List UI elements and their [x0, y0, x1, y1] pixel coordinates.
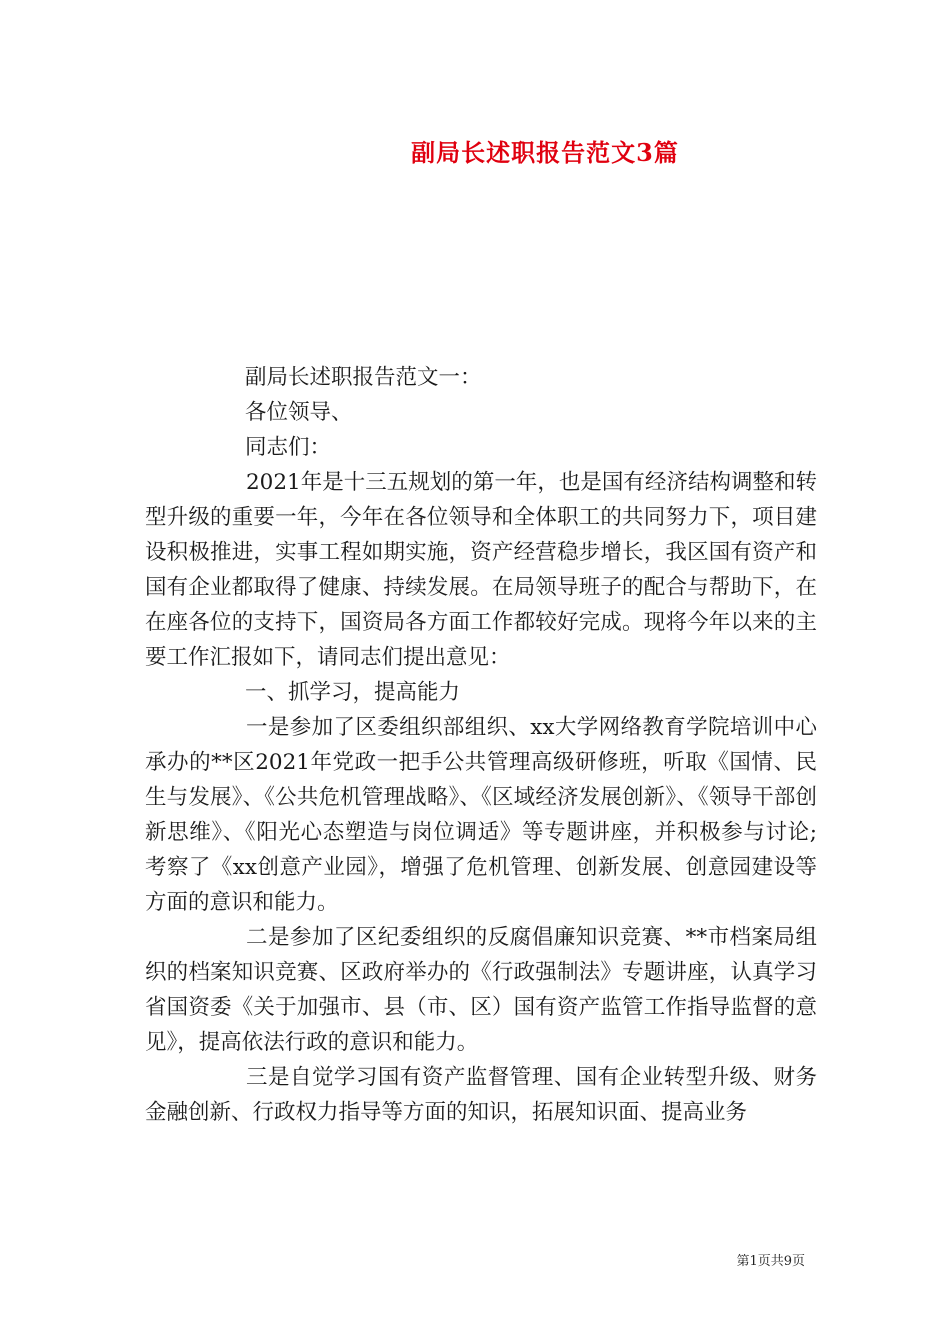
- document-title: 副局长述职报告范文3篇: [411, 138, 679, 167]
- paragraph-study-3: 三是自觉学习国有资产监督管理、国有企业转型升级、财务金融创新、行政权力指导等方面的知识，拓展知识面、提高业务: [145, 1065, 817, 1125]
- salutation-comrades: 同志们：: [245, 435, 332, 460]
- page-number: 第1页共9页: [736, 1254, 805, 1269]
- paragraph-study-1: 一是参加了区委组织部组织、xx大学网络教育学院培训中心承办的**区2021年党政一把手公共管理高级研修班，听取《国情、民生与发展》、《公共危机管理战略》、《区域经济发展创新》、《领导干部创新思维》、《阳光心态塑造与岗位调适》等专题讲座，并积极参与讨论;考察了《xx创意产业园》，增强了危机管理、创新发展、创意园建设等方面的意识和能力。: [145, 715, 817, 915]
- document-body: [145, 360, 817, 1130]
- salutation-leaders: 各位领导、: [245, 400, 353, 425]
- section-heading-study: 一、抓学习，提高能力: [245, 680, 461, 705]
- paragraph-study-2: 二是参加了区纪委组织的反腐倡廉知识竞赛、**市档案局组织的档案知识竞赛、区政府举办的《行政强制法》专题讲座，认真学习省国资委《关于加强市、县（市、区）国有资产监管工作指导监督的意见》，提高依法行政的意识和能力。: [145, 925, 817, 1055]
- section-subtitle: 副局长述职报告范文一：: [245, 365, 482, 390]
- intro-paragraph: 2021年是十三五规划的第一年，也是国有经济结构调整和转型升级的重要一年，今年在各位领导和全体职工的共同努力下，项目建设积极推进，实事工程如期实施，资产经营稳步增长，我区国有资产和国有企业都取得了健康、持续发展。在局领导班子的配合与帮助下，在在座各位的支持下，国资局各方面工作都较好完成。现将今年以来的主要工作汇报如下，请同志们提出意见：: [145, 470, 817, 670]
